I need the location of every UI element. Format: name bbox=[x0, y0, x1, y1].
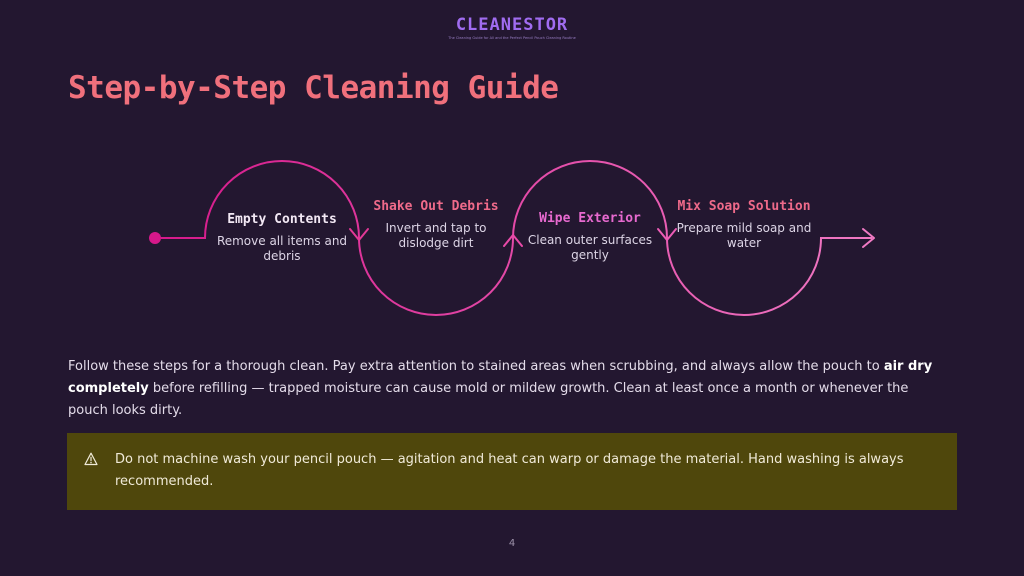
step-description: Remove all items and debris bbox=[216, 234, 348, 263]
step-description: Invert and tap to dislodge dirt bbox=[385, 221, 487, 250]
brand-tagline: The Cleaning Guide for All and the Perfect Pencil Pouch Cleaning Routine bbox=[448, 36, 576, 40]
warning-triangle-icon bbox=[84, 452, 98, 466]
step-description: Clean outer surfaces gently bbox=[527, 233, 653, 262]
step-description: Prepare mild soap and water bbox=[676, 221, 812, 250]
step-empty-contents bbox=[207, 210, 357, 264]
step-title: Mix Soap Solution bbox=[677, 199, 811, 214]
warning-text: Do not machine wash your pencil pouch — agitation and heat can warp or damage the material. Hand washing is always recommended. bbox=[115, 452, 904, 489]
step-shake-out-debris bbox=[361, 197, 511, 251]
step-title: Empty Contents bbox=[227, 212, 337, 227]
step-mix-soap-solution bbox=[669, 197, 819, 251]
page-title: Step-by-Step Cleaning Guide bbox=[68, 70, 559, 106]
step-title: Wipe Exterior bbox=[539, 211, 641, 226]
flow-start-dot bbox=[149, 232, 161, 244]
paragraph-text: before refilling — trapped moisture can cause mold or mildew growth. Clean at least once a month or whenever the pouch looks dirty. bbox=[68, 381, 909, 418]
step-wipe-exterior bbox=[515, 209, 665, 263]
page-number: 4 bbox=[508, 538, 516, 549]
brand-name: CLEANESTOR bbox=[455, 15, 569, 35]
instructions-paragraph bbox=[68, 356, 948, 422]
paragraph-text: Follow these steps for a thorough clean. Pay extra attention to stained areas when scrubbing, and always allow the pouch to bbox=[68, 359, 884, 374]
step-title: Shake Out Debris bbox=[373, 199, 499, 214]
paragraph-emphasis: air dry completely bbox=[68, 359, 933, 396]
warning-callout bbox=[67, 433, 957, 510]
